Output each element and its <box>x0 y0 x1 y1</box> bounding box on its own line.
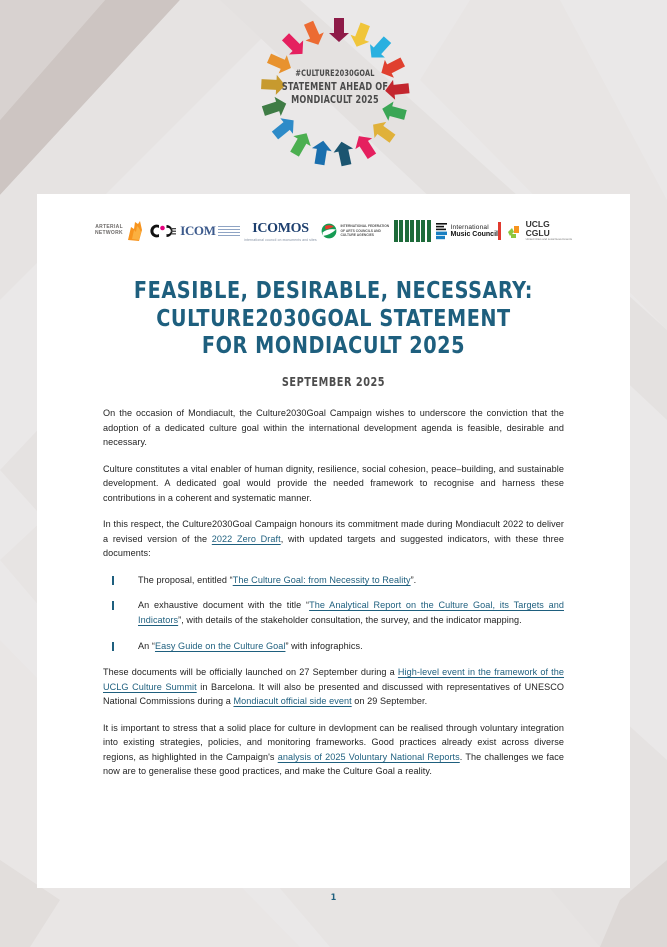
list-item <box>103 573 564 588</box>
imc-bars-icon <box>436 222 448 240</box>
link-high-level-event[interactable]: High-level event in the framework of the UCLG Culture Summit <box>103 667 565 692</box>
arterial-line-2: NETWORK <box>95 230 123 236</box>
logo-uclg-cglu <box>507 216 572 246</box>
title-line-2: CULTURE2030GOAL STATEMENT <box>156 305 511 332</box>
link-analytical-report[interactable]: The Analytical Report on the Culture Goal, its Targets and Indicators <box>138 600 564 626</box>
document-page <box>37 194 630 888</box>
title-line-3: FOR MONDIACULT 2025 <box>201 333 466 360</box>
list-item <box>103 598 564 627</box>
paragraph-5-text-b: . The challenges we face now are to generalise these good practices, and make the Culture Goal a reality. <box>103 751 564 777</box>
logo-ilam <box>394 216 431 246</box>
partner-logos <box>37 208 630 254</box>
imc-line-2: Music Council <box>450 231 498 238</box>
imc-colorbar-icon <box>498 222 502 240</box>
title-line-1: FEASIBLE, DESIRABLE, NECESSARY: <box>133 278 534 304</box>
document-date: SEPTEMBER 2025 <box>281 374 386 389</box>
page-number: 1 <box>330 893 337 903</box>
logo-icom <box>180 216 239 246</box>
logo-ifacca <box>321 216 389 246</box>
logo-international-music-council <box>436 216 502 246</box>
imc-line-1: International <box>450 224 489 231</box>
ifacca-line-3: CULTURE AGENCIES <box>340 233 374 238</box>
paragraph-3-text-b: , with updated targets and suggested indicators, with these three documents: <box>103 533 565 559</box>
paragraph-5 <box>103 721 564 779</box>
icomos-subtitle: international council on monuments and sites <box>244 237 317 242</box>
bullet-3-text-b: ” with infographics. <box>285 640 363 651</box>
emblem-line-3: MONDIACULT 2025 <box>291 94 379 107</box>
document-body <box>103 406 564 779</box>
link-2022-zero-draft[interactable]: 2022 Zero Draft <box>211 533 281 544</box>
uclg-line-1: UCLG <box>525 219 550 230</box>
title-block <box>77 278 590 389</box>
ifacca-line-1: INTERNATIONAL FEDERATION <box>340 224 390 229</box>
paragraph-4-text-a: These documents will be officially launched on 27 September during a <box>103 667 398 678</box>
paragraph-1: On the occasion of Mondiacult, the Culture2030Goal Campaign wishes to underscore the conviction that the adoption of a dedicated culture goal within the international development agenda is feasible, desirable and necessary. <box>103 408 564 448</box>
link-mondiacult-side-event[interactable]: Mondiacult official side event <box>233 696 352 707</box>
bullet-1-text-b: ”. <box>410 574 417 585</box>
c9-mark-icon <box>150 223 176 239</box>
emblem-line-1: #CULTURE2030GOAL <box>295 69 375 79</box>
logo-arterial-network <box>95 216 145 246</box>
icom-wordmark: ICOM <box>180 223 216 238</box>
culture2030goal-emblem <box>255 12 415 172</box>
paragraph-2: Culture constitutes a vital enabler of human dignity, resilience, social cohesion, peace–building, and sustainable development. A dedicated goal would provide the needed framework to recognise and harness these contributions in a coherent and systematic manner. <box>103 463 564 503</box>
emblem-caption <box>266 69 404 107</box>
icom-bars-icon <box>218 226 240 237</box>
paragraph-4 <box>103 665 564 709</box>
ifacca-line-2: OF ARTS COUNCILS AND <box>340 228 381 233</box>
emblem-header <box>0 0 667 194</box>
icomos-wordmark: ICOMOS <box>252 220 309 236</box>
bullet-1-text-a: The proposal, entitled “ <box>138 574 233 585</box>
bullet-2-text-a: An exhaustive document with the title “ <box>138 600 310 611</box>
uclg-mark-icon <box>507 223 524 240</box>
arterial-hand-icon <box>125 220 145 242</box>
paragraph-5-text-a: It is important to stress that a solid place for culture in devlopment can be realised through voluntary integration into existing strategies, policies, and monitoring frameworks. Good practices already exist across diverse regions, as highlighted in the Campaign's <box>103 722 564 762</box>
emblem-line-2: STATEMENT AHEAD OF <box>281 81 389 94</box>
paragraph-4-text-b: in Barcelona. It will also be presented and discussed with representatives of UNESCO National Commissions during a <box>103 681 564 707</box>
uclg-subtitle: United Cities and Local Governments <box>525 237 572 242</box>
link-analysis-vnr-2025[interactable]: analysis of 2025 Voluntary National Reports <box>277 751 460 762</box>
paragraph-3-text-a: In this respect, the Culture2030Goal Campaign honours its commitment made during Mondiacult 2022 to deliver a revised version of the <box>103 519 564 544</box>
bullet-2-text-b: ”, with details of the stakeholder consultation, the survey, and the indicator mapping. <box>178 615 522 626</box>
list-item <box>103 639 564 654</box>
link-easy-guide[interactable]: Easy Guide on the Culture Goal <box>154 640 286 651</box>
paragraph-3 <box>103 517 564 561</box>
ifacca-mark-icon <box>321 223 337 239</box>
document-title <box>95 278 572 361</box>
logo-icomos <box>244 216 317 246</box>
bullet-3-text-a: An “ <box>138 640 155 651</box>
uclg-line-2: CGLU <box>525 227 550 238</box>
paragraph-4-text-c: on 29 September. <box>351 696 428 707</box>
arterial-line-1: ARTERIAL <box>95 224 123 231</box>
link-culture-goal-necessity-to-reality[interactable]: The Culture Goal: from Necessity to Reality <box>232 574 411 585</box>
documents-list <box>103 573 564 653</box>
logo-c9 <box>150 216 176 246</box>
